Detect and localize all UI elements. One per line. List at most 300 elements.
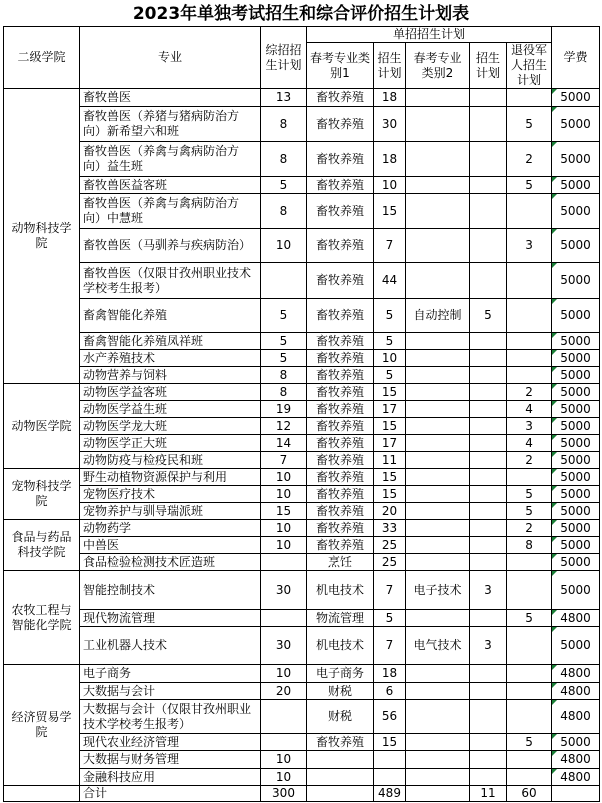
table-row [4, 665, 600, 683]
plan1-cell: 30 [374, 107, 406, 142]
major-cell: 畜牧兽医（养猪与猪病防治方向）新希望六和班 [80, 107, 261, 142]
fee-cell: 4800 [552, 751, 600, 769]
spring-major2-cell [406, 537, 470, 554]
fee-cell: 5000 [552, 401, 600, 418]
fee-cell: 5000 [552, 627, 600, 665]
total-fee [552, 786, 600, 802]
table-row [4, 700, 600, 734]
total-spring-major2 [406, 786, 470, 802]
spring-major2-cell [406, 452, 470, 469]
plan1-cell: 20 [374, 503, 406, 520]
spring-major2-cell [406, 401, 470, 418]
header-plan2: 招生计划 [470, 43, 507, 89]
plan1-cell: 44 [374, 263, 406, 299]
table-row [4, 333, 600, 350]
table-row [4, 683, 600, 700]
plan2-cell [470, 554, 507, 571]
table-row [4, 751, 600, 769]
fee-cell: 5000 [552, 142, 600, 177]
fee-cell: 5000 [552, 384, 600, 401]
plan1-cell: 7 [374, 571, 406, 610]
veteran-plan-cell [507, 333, 552, 350]
major-cell: 中兽医 [80, 537, 261, 554]
veteran-plan-cell [507, 299, 552, 333]
fee-cell: 5000 [552, 571, 600, 610]
major-cell: 宠物养护与驯导瑞派班 [80, 503, 261, 520]
major-cell: 大数据与会计（仅限甘孜州职业技术学校考生报考） [80, 700, 261, 734]
spring-major1-cell: 畜牧养殖 [307, 107, 374, 142]
veteran-plan-cell: 2 [507, 384, 552, 401]
veteran-plan-cell: 4 [507, 435, 552, 452]
plan2-cell [470, 333, 507, 350]
plan1-cell: 15 [374, 194, 406, 229]
spring-major2-cell [406, 384, 470, 401]
table-row [4, 486, 600, 503]
fee-cell: 5000 [552, 367, 600, 384]
spring-major2-cell [406, 350, 470, 367]
plan2-cell [470, 418, 507, 435]
comprehensive-plan-cell [261, 263, 307, 299]
header-spring-major2: 春考专业类别2 [406, 43, 470, 89]
spring-major2-cell [406, 263, 470, 299]
plan2-cell [470, 469, 507, 486]
total-veteran-plan: 60 [507, 786, 552, 802]
page-title: 2023年单独考试招生和综合评价招生计划表 [132, 4, 470, 24]
spring-major2-cell [406, 520, 470, 537]
table-row [4, 734, 600, 751]
spring-major1-cell: 机电技术 [307, 571, 374, 610]
plan1-cell: 5 [374, 333, 406, 350]
spring-major2-cell [406, 683, 470, 700]
plan2-cell [470, 734, 507, 751]
table-row [4, 554, 600, 571]
major-cell: 动物药学 [80, 520, 261, 537]
plan1-cell: 15 [374, 469, 406, 486]
comprehensive-plan-cell: 10 [261, 520, 307, 537]
major-cell: 水产养殖技术 [80, 350, 261, 367]
spring-major1-cell: 畜牧养殖 [307, 401, 374, 418]
spring-major1-cell: 畜牧养殖 [307, 469, 374, 486]
plan2-cell [470, 367, 507, 384]
veteran-plan-cell [507, 469, 552, 486]
spring-major2-cell [406, 142, 470, 177]
veteran-plan-cell [507, 627, 552, 665]
spring-major2-cell [406, 503, 470, 520]
fee-cell: 5000 [552, 177, 600, 194]
table-body [4, 89, 600, 802]
spring-major1-cell: 物流管理 [307, 610, 374, 627]
comprehensive-plan-cell [261, 610, 307, 627]
plan1-cell: 56 [374, 700, 406, 734]
plan1-cell: 15 [374, 418, 406, 435]
major-cell: 动物营养与饲料 [80, 367, 261, 384]
plan1-cell: 18 [374, 665, 406, 683]
fee-cell: 5000 [552, 350, 600, 367]
plan1-cell [374, 751, 406, 769]
plan2-cell: 3 [470, 627, 507, 665]
table-row [4, 142, 600, 177]
fee-cell: 5000 [552, 194, 600, 229]
fee-cell: 4800 [552, 610, 600, 627]
fee-cell: 5000 [552, 537, 600, 554]
table-row [4, 367, 600, 384]
fee-cell: 4800 [552, 665, 600, 683]
header-single-exam-plan: 单招招生计划 [307, 27, 552, 43]
spring-major2-cell [406, 700, 470, 734]
veteran-plan-cell [507, 194, 552, 229]
spring-major1-cell: 财税 [307, 700, 374, 734]
spring-major2-cell: 自动控制 [406, 299, 470, 333]
total-spring-major1 [307, 786, 374, 802]
veteran-plan-cell: 5 [507, 107, 552, 142]
comprehensive-plan-cell: 5 [261, 333, 307, 350]
college-cell: 动物医学院 [4, 384, 80, 469]
comprehensive-plan-cell [261, 734, 307, 751]
plan2-cell: 5 [470, 299, 507, 333]
table-row [4, 89, 600, 107]
table-row [4, 299, 600, 333]
fee-cell: 5000 [552, 229, 600, 263]
table-row [4, 769, 600, 786]
comprehensive-plan-cell: 20 [261, 683, 307, 700]
plan1-cell: 18 [374, 142, 406, 177]
plan2-cell [470, 194, 507, 229]
table-row [4, 263, 600, 299]
comprehensive-plan-cell: 10 [261, 486, 307, 503]
comprehensive-plan-cell: 30 [261, 571, 307, 610]
comprehensive-plan-cell: 10 [261, 769, 307, 786]
spring-major1-cell: 畜牧养殖 [307, 486, 374, 503]
comprehensive-plan-cell: 19 [261, 401, 307, 418]
major-cell: 宠物医疗技术 [80, 486, 261, 503]
major-cell: 智能控制技术 [80, 571, 261, 610]
plan1-cell: 10 [374, 177, 406, 194]
spring-major1-cell: 畜牧养殖 [307, 537, 374, 554]
spring-major1-cell: 畜牧养殖 [307, 734, 374, 751]
total-comprehensive-plan: 300 [261, 786, 307, 802]
table-row [4, 520, 600, 537]
comprehensive-plan-cell: 8 [261, 194, 307, 229]
comprehensive-plan-cell: 5 [261, 177, 307, 194]
fee-cell: 5000 [552, 734, 600, 751]
veteran-plan-cell: 2 [507, 142, 552, 177]
spring-major1-cell: 畜牧养殖 [307, 194, 374, 229]
college-cell: 经济贸易学院 [4, 665, 80, 786]
major-cell: 食品检验检测技术匠造班 [80, 554, 261, 571]
plan2-cell [470, 537, 507, 554]
spring-major2-cell [406, 194, 470, 229]
spring-major1-cell: 畜牧养殖 [307, 384, 374, 401]
fee-cell: 5000 [552, 469, 600, 486]
spring-major1-cell: 畜牧养殖 [307, 229, 374, 263]
total-plan2: 11 [470, 786, 507, 802]
veteran-plan-cell [507, 350, 552, 367]
spring-major2-cell: 电子技术 [406, 571, 470, 610]
plan2-cell [470, 520, 507, 537]
table-row [4, 469, 600, 486]
major-cell: 现代农业经济管理 [80, 734, 261, 751]
spring-major2-cell [406, 367, 470, 384]
spring-major1-cell: 畜牧养殖 [307, 177, 374, 194]
spring-major1-cell: 畜牧养殖 [307, 299, 374, 333]
table-row [4, 503, 600, 520]
plan2-cell [470, 107, 507, 142]
total-label: 合计 [80, 786, 261, 802]
spring-major1-cell [307, 769, 374, 786]
spring-major2-cell [406, 107, 470, 142]
major-cell: 畜牧兽医（养禽与禽病防治方向）中慧班 [80, 194, 261, 229]
fee-cell: 5000 [552, 299, 600, 333]
plan2-cell [470, 503, 507, 520]
spring-major1-cell: 电子商务 [307, 665, 374, 683]
college-cell: 动物科技学院 [4, 89, 80, 384]
spring-major1-cell: 畜牧养殖 [307, 520, 374, 537]
college-cell: 食品与药品科技学院 [4, 520, 80, 571]
table-row [4, 401, 600, 418]
plan1-cell [374, 769, 406, 786]
table-row [4, 610, 600, 627]
header-veteran-plan: 退役军人招生计划 [507, 43, 552, 89]
total-plan1: 489 [374, 786, 406, 802]
veteran-plan-cell: 8 [507, 537, 552, 554]
veteran-plan-cell: 2 [507, 452, 552, 469]
major-cell: 野生动植物资源保护与利用 [80, 469, 261, 486]
veteran-plan-cell [507, 367, 552, 384]
veteran-plan-cell [507, 751, 552, 769]
major-cell: 电子商务 [80, 665, 261, 683]
plan1-cell: 18 [374, 89, 406, 107]
plan1-cell: 10 [374, 350, 406, 367]
header-spring-major1: 春考专业类别1 [307, 43, 374, 89]
veteran-plan-cell [507, 263, 552, 299]
plan2-cell [470, 435, 507, 452]
major-cell: 畜牧兽医益客班 [80, 177, 261, 194]
comprehensive-plan-cell: 13 [261, 89, 307, 107]
veteran-plan-cell: 5 [507, 734, 552, 751]
spring-major1-cell: 畜牧养殖 [307, 350, 374, 367]
spring-major2-cell [406, 486, 470, 503]
spring-major1-cell: 畜牧养殖 [307, 333, 374, 350]
fee-cell: 5000 [552, 89, 600, 107]
plan1-cell: 15 [374, 734, 406, 751]
spring-major2-cell [406, 435, 470, 452]
major-cell: 畜牧兽医（马驯养与疾病防治） [80, 229, 261, 263]
plan2-cell [470, 610, 507, 627]
major-cell: 畜禽智能化养殖凤祥班 [80, 333, 261, 350]
spring-major1-cell: 机电技术 [307, 627, 374, 665]
plan1-cell: 7 [374, 627, 406, 665]
veteran-plan-cell: 4 [507, 401, 552, 418]
comprehensive-plan-cell: 30 [261, 627, 307, 665]
fee-cell: 4800 [552, 700, 600, 734]
fee-cell: 5000 [552, 418, 600, 435]
veteran-plan-cell: 3 [507, 229, 552, 263]
spring-major1-cell: 畜牧养殖 [307, 435, 374, 452]
veteran-plan-cell [507, 571, 552, 610]
fee-cell: 4800 [552, 769, 600, 786]
comprehensive-plan-cell: 5 [261, 350, 307, 367]
comprehensive-plan-cell: 15 [261, 503, 307, 520]
spring-major2-cell [406, 89, 470, 107]
veteran-plan-cell [507, 769, 552, 786]
comprehensive-plan-cell [261, 554, 307, 571]
plan2-cell [470, 452, 507, 469]
spring-major1-cell [307, 751, 374, 769]
plan2-cell: 3 [470, 571, 507, 610]
plan2-cell [470, 177, 507, 194]
spring-major2-cell [406, 734, 470, 751]
plan2-cell [470, 229, 507, 263]
comprehensive-plan-cell: 10 [261, 537, 307, 554]
fee-cell: 5000 [552, 503, 600, 520]
plan2-cell [470, 665, 507, 683]
spring-major2-cell [406, 554, 470, 571]
comprehensive-plan-cell: 5 [261, 299, 307, 333]
table-row [4, 571, 600, 610]
major-cell: 动物医学益生班 [80, 401, 261, 418]
veteran-plan-cell: 2 [507, 520, 552, 537]
comprehensive-plan-cell: 8 [261, 142, 307, 177]
table-row [4, 229, 600, 263]
spring-major1-cell: 畜牧养殖 [307, 263, 374, 299]
plan1-cell: 25 [374, 554, 406, 571]
plan2-cell [470, 751, 507, 769]
plan1-cell: 5 [374, 610, 406, 627]
plan1-cell: 33 [374, 520, 406, 537]
spring-major2-cell [406, 418, 470, 435]
major-cell: 工业机器人技术 [80, 627, 261, 665]
fee-cell: 5000 [552, 333, 600, 350]
fee-cell: 4800 [552, 683, 600, 700]
plan2-cell [470, 700, 507, 734]
veteran-plan-cell [507, 89, 552, 107]
comprehensive-plan-cell: 8 [261, 367, 307, 384]
major-cell: 现代物流管理 [80, 610, 261, 627]
plan2-cell [470, 350, 507, 367]
major-cell: 大数据与财务管理 [80, 751, 261, 769]
fee-cell: 5000 [552, 486, 600, 503]
plan1-cell: 5 [374, 299, 406, 333]
table-row [4, 384, 600, 401]
comprehensive-plan-cell: 10 [261, 751, 307, 769]
spring-major1-cell: 畜牧养殖 [307, 503, 374, 520]
major-cell: 畜牧兽医 [80, 89, 261, 107]
spring-major2-cell [406, 751, 470, 769]
table-row [4, 452, 600, 469]
plan1-cell: 15 [374, 486, 406, 503]
major-cell: 动物医学龙大班 [80, 418, 261, 435]
plan1-cell: 6 [374, 683, 406, 700]
veteran-plan-cell: 5 [507, 610, 552, 627]
total-row [4, 786, 600, 802]
veteran-plan-cell: 5 [507, 177, 552, 194]
fee-cell: 5000 [552, 554, 600, 571]
plan2-cell [470, 142, 507, 177]
major-cell: 畜禽智能化养殖 [80, 299, 261, 333]
plan2-cell [470, 89, 507, 107]
veteran-plan-cell [507, 700, 552, 734]
spring-major1-cell: 畜牧养殖 [307, 89, 374, 107]
veteran-plan-cell: 3 [507, 418, 552, 435]
spring-major2-cell [406, 665, 470, 683]
plan2-cell [470, 486, 507, 503]
spring-major1-cell: 畜牧养殖 [307, 367, 374, 384]
spring-major2-cell [406, 177, 470, 194]
plan2-cell [470, 683, 507, 700]
table-row [4, 350, 600, 367]
major-cell: 畜牧兽医（仅限甘孜州职业技术学校考生报考） [80, 263, 261, 299]
header-comprehensive-plan: 综招招生计划 [261, 27, 307, 89]
major-cell: 动物防疫与检疫民和班 [80, 452, 261, 469]
header-major: 专业 [80, 27, 261, 89]
veteran-plan-cell: 5 [507, 486, 552, 503]
veteran-plan-cell [507, 665, 552, 683]
enrollment-plan-table [3, 26, 600, 802]
plan2-cell [470, 769, 507, 786]
comprehensive-plan-cell: 8 [261, 107, 307, 142]
major-cell: 动物医学益客班 [80, 384, 261, 401]
plan2-cell [470, 401, 507, 418]
major-cell: 动物医学正大班 [80, 435, 261, 452]
table-row [4, 177, 600, 194]
plan1-cell: 7 [374, 229, 406, 263]
college-cell: 农牧工程与智能化学院 [4, 571, 80, 665]
comprehensive-plan-cell: 10 [261, 665, 307, 683]
plan1-cell: 11 [374, 452, 406, 469]
major-cell: 畜牧兽医（养禽与禽病防治方向）益生班 [80, 142, 261, 177]
comprehensive-plan-cell: 14 [261, 435, 307, 452]
header-plan1: 招生计划 [374, 43, 406, 89]
spring-major2-cell [406, 469, 470, 486]
spring-major1-cell: 烹饪 [307, 554, 374, 571]
fee-cell: 5000 [552, 263, 600, 299]
spring-major1-cell: 畜牧养殖 [307, 418, 374, 435]
plan1-cell: 17 [374, 435, 406, 452]
comprehensive-plan-cell: 12 [261, 418, 307, 435]
comprehensive-plan-cell: 10 [261, 469, 307, 486]
college-cell: 宠物科技学院 [4, 469, 80, 520]
table-row [4, 194, 600, 229]
major-cell: 金融科技应用 [80, 769, 261, 786]
spring-major1-cell: 畜牧养殖 [307, 452, 374, 469]
spring-major2-cell [406, 229, 470, 263]
fee-cell: 5000 [552, 452, 600, 469]
major-cell: 大数据与会计 [80, 683, 261, 700]
header-college: 二级学院 [4, 27, 80, 89]
spring-major2-cell: 电气技术 [406, 627, 470, 665]
veteran-plan-cell: 5 [507, 503, 552, 520]
fee-cell: 5000 [552, 435, 600, 452]
spring-major2-cell [406, 610, 470, 627]
spring-major1-cell: 财税 [307, 683, 374, 700]
table-row [4, 537, 600, 554]
comprehensive-plan-cell: 7 [261, 452, 307, 469]
total-empty-cell [4, 786, 80, 802]
plan1-cell: 25 [374, 537, 406, 554]
comprehensive-plan-cell [261, 700, 307, 734]
veteran-plan-cell [507, 683, 552, 700]
header-fee: 学费 [552, 27, 600, 89]
plan1-cell: 15 [374, 384, 406, 401]
fee-cell: 5000 [552, 520, 600, 537]
fee-cell: 5000 [552, 107, 600, 142]
plan2-cell [470, 263, 507, 299]
plan1-cell: 5 [374, 367, 406, 384]
plan1-cell: 17 [374, 401, 406, 418]
spring-major2-cell [406, 769, 470, 786]
table-row [4, 418, 600, 435]
spring-major2-cell [406, 333, 470, 350]
